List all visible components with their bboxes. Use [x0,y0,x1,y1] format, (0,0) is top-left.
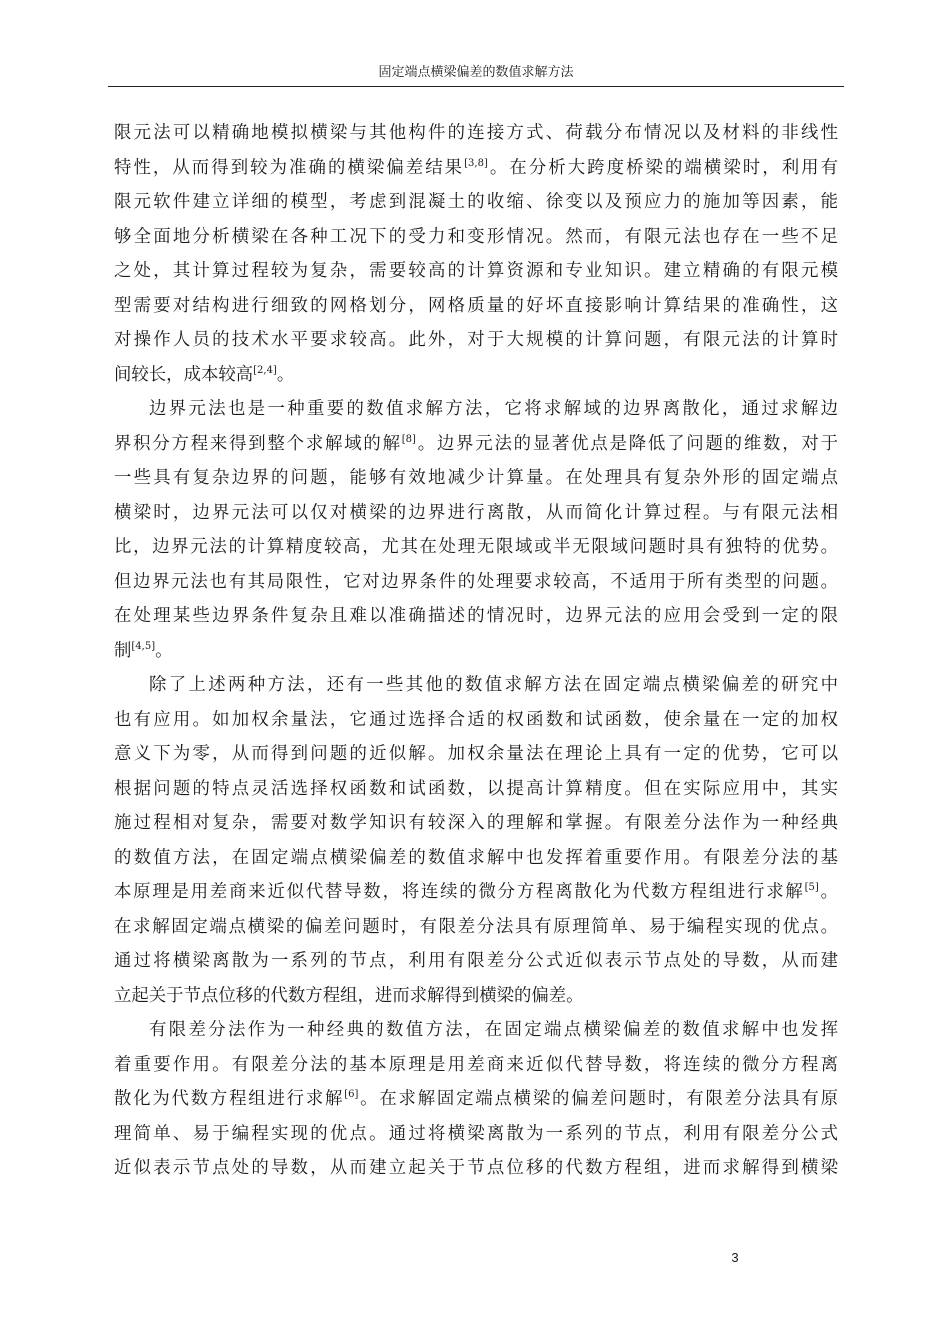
text-run: 。边界元法的显著优点是降低了问题的维数，对于 [415,433,838,454]
header-rule [108,86,844,87]
text-line [114,1117,838,1152]
text-run: 间较长，成本较高 [114,364,254,385]
text-line [114,461,838,496]
text-run: 一些具有复杂边界的问题，能够有效地减少计算量。在处理具有复杂外形的固定端点 [114,468,838,488]
page-number: 3 [731,1250,739,1265]
text-run: 。 [276,364,295,385]
text-run: 。 [818,882,838,902]
page-footer [0,1250,740,1265]
text-line [114,703,838,738]
text-line [114,634,838,669]
text-run: 立起关于节点位移的代数方程组，进而求解得到横梁的偏差。 [114,985,584,1006]
text-run: 除了上述两种方法，还有一些其他的数值求解方法在固定端点横梁偏差的研究中 [149,675,838,695]
citation-ref: [2,4] [253,364,277,376]
text-line [114,323,838,358]
text-line [114,841,838,876]
text-run: 根据问题的特点灵活选择权函数和试函数，以提高计算精度。但在实际应用中，其实 [114,778,838,799]
text-line [114,979,838,1014]
text-run: 。在分析大跨度桥梁的端横梁时，利用有 [487,157,838,178]
text-run: 界积分方程来得到整个求解域的解 [114,433,402,454]
text-line [114,565,838,600]
text-run: 之处，其计算过程较为复杂，需要较高的计算资源和专业知识。建立精确的有限元模 [114,261,838,281]
text-run: 也有应用。如加权余量法，它通过选择合适的权函数和试函数，使余量在一定的加权 [114,709,838,730]
text-line [114,358,838,393]
text-line [114,806,838,841]
paragraph-3 [114,668,838,1013]
text-run: 型需要对结构进行细致的网格划分，网格质量的好坏直接影响计算结果的准确性，这 [114,295,838,316]
text-line [114,254,838,289]
text-run: 在求解固定端点横梁的偏差问题时，有限差分法具有原理简单、易于编程实现的优点。 [114,916,838,937]
text-run: 比，边界元法的计算精度较高，尤其在处理无限域或半无限域问题时具有独特的优势。 [114,537,838,557]
body-text [114,116,838,1186]
text-line [114,1151,838,1186]
text-run: 横梁时，边界元法可以仅对横梁的边界进行离散，从而简化计算过程。与有限元法相 [114,502,838,523]
text-line [114,1048,838,1083]
text-run: 特性，从而得到较为准确的横梁偏差结果 [114,157,465,178]
text-line [114,530,838,565]
citation-ref: [6] [344,1089,359,1100]
text-run: 边界元法也是一种重要的数值求解方法，它将求解域的边界离散化，通过求解边 [149,399,838,419]
text-run: 近似表示节点处的导数，从而建立起关于节点位移的代数方程组，进而求解得到横梁 [114,1158,838,1178]
citation-ref: [5] [804,882,819,893]
text-line [114,185,838,220]
text-line [114,116,838,151]
text-run: 在处理某些边界条件复杂且难以准确描述的情况时，边界元法的应用会受到一定的限 [114,606,838,626]
text-run: 但边界元法也有其局限性，它对边界条件的处理要求较高，不适用于所有类型的问题。 [114,571,838,592]
citation-ref: [8] [401,433,416,445]
text-line [114,772,838,807]
text-line [114,599,838,634]
running-header: 固定端点横梁偏差的数值求解方法 [378,65,574,80]
text-line [114,668,838,703]
text-run: 通过将横梁离散为一系列的节点，利用有限差分公式近似表示节点处的导数，从而建 [114,951,838,971]
text-line [114,910,838,945]
text-line [114,220,838,255]
text-run: 着重要作用。有限差分法的基本原理是用差商来近似代替导数，将连续的微分方程离 [114,1054,838,1075]
paragraph-2 [114,392,838,668]
text-line [114,289,838,324]
text-run: 制 [114,640,132,661]
text-run: 施过程相对复杂，需要对数学知识有较深入的理解和掌握。有限差分法作为一种经典 [114,813,838,833]
text-run: 有限差分法作为一种经典的数值方法，在固定端点横梁偏差的数值求解中也发挥 [149,1020,838,1040]
text-run: 意义下为零，从而得到问题的近似解。加权余量法在理论上具有一定的优势，它可以 [114,744,838,764]
text-line [114,737,838,772]
text-line [114,496,838,531]
text-run: 限元法可以精确地模拟横梁与其他构件的连接方式、荷载分布情况以及材料的非线性 [114,123,838,143]
text-line [114,1013,838,1048]
citation-ref: [4,5] [131,640,156,652]
text-run: 。 [155,640,173,661]
text-run: 散化为代数方程组进行求解 [114,1089,345,1109]
paragraph-4 [114,1013,838,1186]
text-run: 限元软件建立详细的模型，考虑到混凝土的收缩、徐变以及预应力的施加等因素，能 [114,192,838,212]
text-run: 够全面地分析横梁在各种工况下的受力和变形情况。然而，有限元法也存在一些不足 [114,226,838,247]
text-line [114,151,838,186]
text-run: 的数值方法，在固定端点横梁偏差的数值求解中也发挥着重要作用。有限差分法的基 [114,847,838,868]
text-line [114,944,838,979]
text-line [114,392,838,427]
text-run: 对操作人员的技术水平要求较高。此外，对于大规模的计算问题，有限元法的计算时 [114,330,838,350]
text-run: 。在求解固定端点横梁的偏差问题时，有限差分法具有原 [358,1089,838,1109]
text-line [114,875,838,910]
paragraph-1 [114,116,838,392]
text-line [114,427,838,462]
text-line [114,1082,838,1117]
citation-ref: [3,8] [464,157,488,169]
text-run: 理简单、易于编程实现的优点。通过将横梁离散为一系列的节点，利用有限差分公式 [114,1123,838,1144]
text-run: 本原理是用差商来近似代替导数，将连续的微分方程离散化为代数方程组进行求解 [114,882,805,902]
